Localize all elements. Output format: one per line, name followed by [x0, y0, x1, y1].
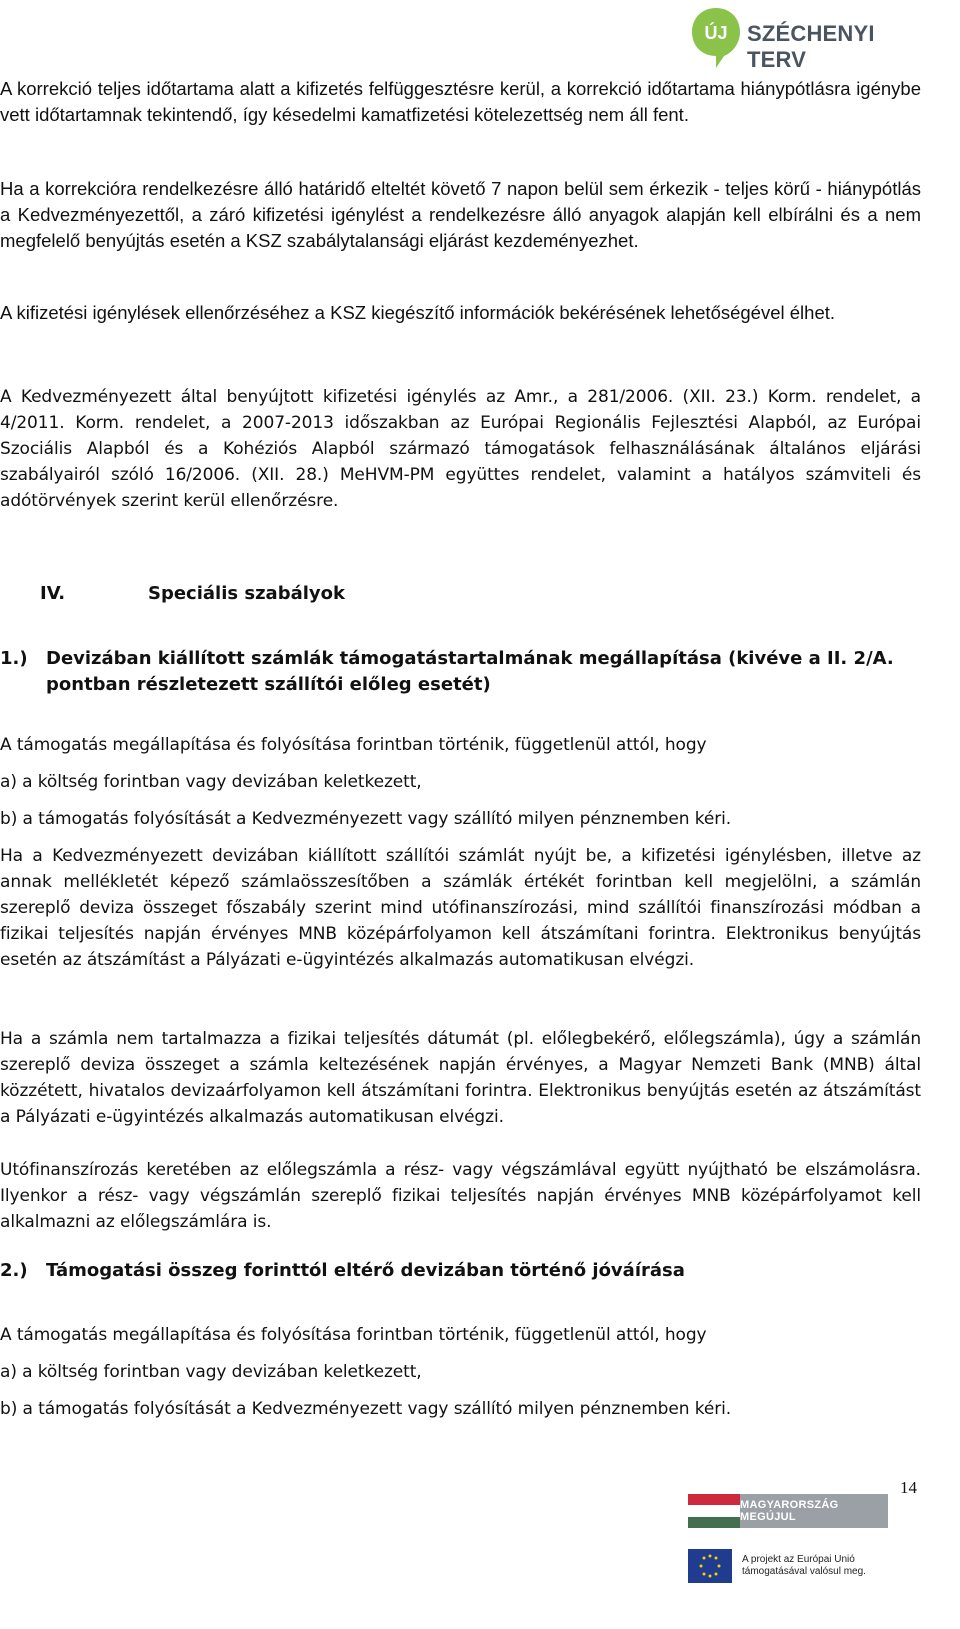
subsection-1-item-b: b) a támogatás folyósítását a Kedvezményezett vagy szállító milyen pénznemben kéri. [0, 809, 732, 829]
subsection-1-title: Devizában kiállított számlák támogatástartalmának megállapítása (kivéve a II. 2/A. pontban részletezett szállítói előleg esetét) [46, 648, 894, 695]
uj-leaf-icon [690, 6, 742, 70]
eu-support-notice [688, 1538, 888, 1593]
subsection-1-paragraph-1: Ha a Kedvezményezett devizában kiállított szállítói számlát nyújt be, a kifizetési igénylésben, illetve az annak mellékletét képező számlaösszesítőben a számlák értékét forintban kell megjelölni, a számlán szereplő deviza összeget főszabály szerint mind utófinanszírozási, mind szállítói finanszírozási módban a fizikai teljesítés napján érvényes MNB középárfolyamon kell átszámítani forintra. Elektronikus benyújtás esetén az átszámítást a Pályázati e-ügyintézés alkalmazás automatikusan elvégzi. [0, 846, 921, 970]
subsection-1-paragraph-3: Utófinanszírozás keretében az előlegszámla a rész- vagy végszámlával együtt nyújtható be elszámolásra. Ilyenkor a rész- vagy végszámlán szereplő fizikai teljesítés napján érvényes MNB középárfolyamot kell alkalmazni az előlegszámlára is. [0, 1160, 921, 1232]
subsection-1-heading [0, 646, 940, 698]
paragraph-correction-deadline: Ha a korrekcióra rendelkezésre álló határidő elteltét követő 7 napon belül sem érkezik - teljes körű - hiánypótlás a Kedvezményezettől, a záró kifizetési igénylést a rendelkezésre álló anyagok alapján kell elbírálni és a nem megfelelő benyújtás esetén a KSZ szabálytalansági eljárást kezdeményezhet. [0, 178, 921, 251]
szechenyi-terv-logo [690, 6, 930, 70]
section-title: Speciális szabályok [148, 583, 345, 604]
eu-flag-icon [688, 1549, 732, 1583]
subsection-2-intro: A támogatás megállapítása és folyósítása forintban történik, függetlenül attól, hogy [0, 1325, 707, 1345]
page-number: 14 [900, 1478, 917, 1497]
paragraph-ksz-information: A kifizetési igénylések ellenőrzéséhez a KSZ kiegészítő információk bekérésének lehetőségével élhet. [0, 302, 836, 323]
hungarian-flag-icon [688, 1494, 740, 1528]
eu-text-line-2: támogatásával valósul meg. [742, 1565, 866, 1577]
footer-logo [688, 1490, 888, 1615]
eu-text-line-1: A projekt az Európai Unió [742, 1553, 855, 1565]
subsection-2-number: 2.) [0, 1260, 28, 1281]
svg-text:ÚJ: ÚJ [704, 23, 728, 43]
logo-text: SZÉCHENYI TERV [747, 21, 875, 72]
subsection-2-item-a: a) a költség forintban vagy devizában keletkezett, [0, 1362, 422, 1382]
subsection-1-number: 1.) [0, 648, 28, 669]
paragraph-correction-duration: A korrekció teljes időtartama alatt a kifizetés felfüggesztésre kerül, a korrekció időtartama hiánypótlásra igénybe vett időtartamnak tekintendő, így késedelmi kamatfizetési kötelezettség nem áll fent. [0, 78, 921, 125]
subsection-1-paragraph-2: Ha a számla nem tartalmazza a fizikai teljesítés dátumát (pl. előlegbekérő, előlegszámla), úgy a számlán szereplő deviza összeget a számla keltezésének napján érvényes, a Magyar Nemzeti Bank (MNB) által közzétett, hivatalos devizaárfolyamon kell átszámítani forintra. Elektronikus benyújtás esetén az átszámítást a Pályázati e-ügyintézés alkalmazás automatikusan elvégzi. [0, 1029, 921, 1127]
subsection-2-heading [0, 1258, 940, 1284]
subsection-2-item-b: b) a támogatás folyósítását a Kedvezményezett vagy szállító milyen pénznemben kéri. [0, 1399, 732, 1419]
subsection-2-title: Támogatási összeg forinttól eltérő devizában történő jóváírása [46, 1260, 685, 1281]
section-number: IV. [40, 583, 66, 604]
subsection-1-intro: A támogatás megállapítása és folyósítása forintban történik, függetlenül attól, hogy [0, 735, 707, 755]
banner-text: MAGYARORSZÁG MEGÚJUL [740, 1494, 888, 1528]
subsection-1-item-a: a) a költség forintban vagy devizában keletkezett, [0, 772, 422, 792]
paragraph-legal-basis: A Kedvezményezett által benyújtott kifizetési igénylés az Amr., a 281/2006. (XII. 23.) Korm. rendelet, a 4/2011. Korm. rendelet, a 2007-2013 időszakban az Európai Regionális Fejlesztési Alapból, az Európai Szociális Alapból és a Kohéziós Alapból származó támogatások felhasználásának általános eljárási szabályairól szóló 16/2006. (XII. 28.) MeHVM-PM együttes rendelet, valamint a hatályos számviteli és adótörvények szerint kerül ellenőrzésre. [0, 387, 921, 511]
magyarorszag-megujul-banner [688, 1494, 888, 1528]
